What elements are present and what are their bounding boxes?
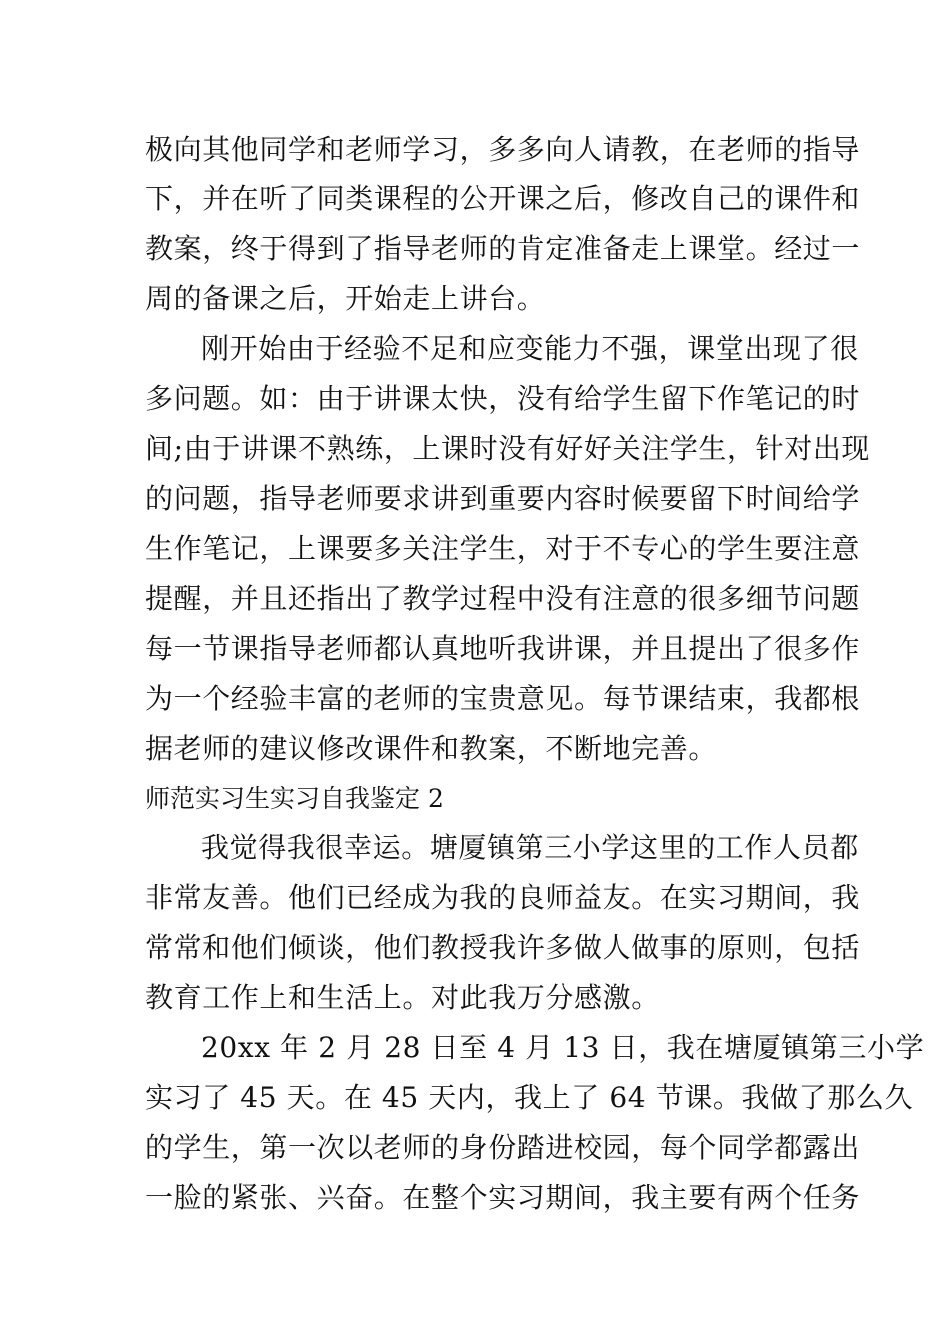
paragraph-line: 下，并在听了同类课程的公开课之后，修改自己的课件和: [145, 182, 861, 215]
paragraph-line: 每一节课指导老师都认真地听我讲课，并且提出了很多作: [145, 632, 861, 665]
paragraph-line: 多问题。如：由于讲课太快，没有给学生留下作笔记的时: [145, 382, 861, 415]
paragraph-line: 生作笔记，上课要多关注学生，对于不专心的学生要注意: [145, 532, 861, 565]
paragraph-line: 非常友善。他们已经成为我的良师益友。在实习期间，我: [145, 881, 861, 914]
paragraph-line: 的学生，第一次以老师的身份踏进校园，每个同学都露出: [145, 1131, 861, 1164]
paragraph-line: 20xx 年 2 月 28 日至 4 月 13 日，我在塘厦镇第三小学: [201, 1031, 925, 1064]
paragraph-line: 教案，终于得到了指导老师的肯定准备走上课堂。经过一: [145, 232, 861, 265]
paragraph-line: 实习了 45 天。在 45 天内，我上了 64 节课。我做了那么久: [145, 1081, 914, 1114]
paragraph-line: 间;由于讲课不熟练，上课时没有好好关注学生，针对出现: [145, 432, 871, 465]
section-heading: 师范实习生实习自我鉴定 2: [145, 784, 444, 813]
paragraph-line: 刚开始由于经验不足和应变能力不强，课堂出现了很: [201, 332, 859, 365]
paragraph-line: 的问题，指导老师要求讲到重要内容时候要留下时间给学: [145, 482, 861, 515]
paragraph-line: 教育工作上和生活上。对此我万分感激。: [145, 981, 660, 1014]
paragraph-line: 极向其他同学和老师学习，多多向人请教，在老师的指导: [145, 133, 861, 166]
paragraph-line: 常常和他们倾谈，他们教授我许多做人做事的原则，包括: [145, 931, 861, 964]
paragraph-line: 提醒，并且还指出了教学过程中没有注意的很多细节问题: [145, 582, 861, 615]
paragraph-line: 周的备课之后，开始走上讲台。: [145, 282, 546, 315]
paragraph-line: 为一个经验丰富的老师的宝贵意见。每节课结束，我都根: [145, 682, 861, 715]
paragraph-line: 我觉得我很幸运。塘厦镇第三小学这里的工作人员都: [201, 831, 859, 864]
paragraph-line: 一脸的紧张、兴奋。在整个实习期间，我主要有两个任务: [145, 1181, 861, 1214]
paragraph-line: 据老师的建议修改课件和教案，不断地完善。: [145, 732, 718, 765]
